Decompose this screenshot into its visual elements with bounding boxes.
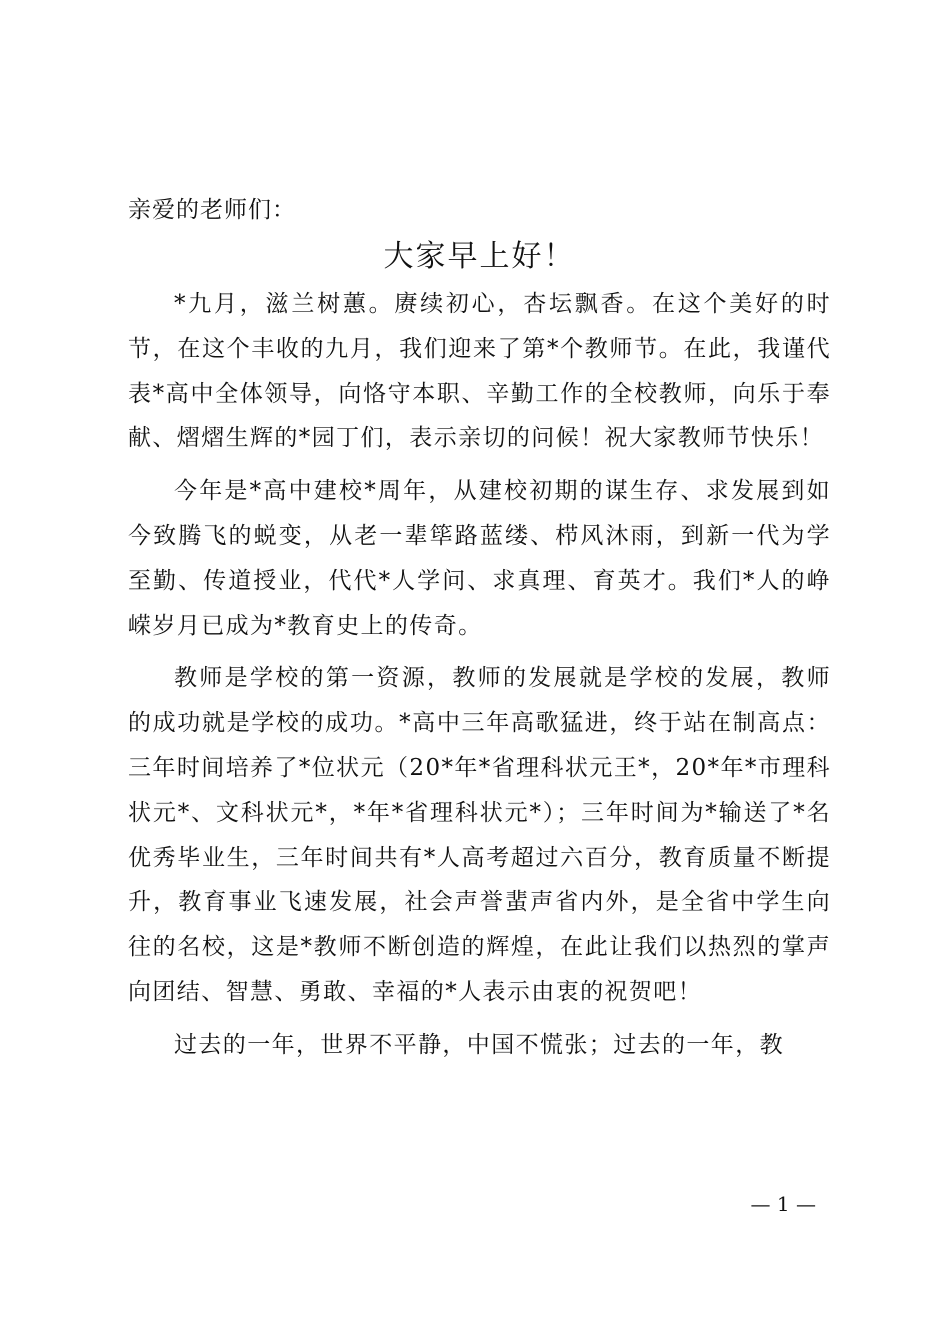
- paragraph-1: *九月，滋兰树蕙。赓续初心，杏坛飘香。在这个美好的时节，在这个丰收的九月，我们迎来了第*个教师节。在此，我谨代表*高中全体领导，向恪守本职、辛勤工作的全校教师，向乐于奉献、熠熠生辉的*园丁们，表示亲切的问候！祝大家教师节快乐！: [128, 291, 831, 452]
- salutation: 亲爱的老师们：: [128, 197, 296, 223]
- paragraph-4: 过去的一年，世界不平静，中国不慌张；过去的一年，教: [174, 1031, 784, 1058]
- greeting-heading: 大家早上好！: [383, 239, 576, 274]
- paragraph-2: 今年是*高中建校*周年，从建校初期的谋生存、求发展到如今致腾飞的蜕变，从老一辈筚路蓝缕、栉风沐雨，到新一代为学至勤、传道授业，代代*人学问、求真理、育英才。我们*人的峥嵘岁月已成为*教育史上的传奇。: [128, 478, 831, 639]
- page-number: — 1 —: [750, 1192, 816, 1216]
- paragraph-3: 教师是学校的第一资源，教师的发展就是学校的发展，教师的成功就是学校的成功。*高中三年高歌猛进，终于站在制高点：三年时间培养了*位状元（20*年*省理科状元王*，20*年*市理科状元*、文科状元*，*年*省理科状元*）；三年时间为*输送了*名优秀毕业生，三年时间共有*人高考超过六百分，教育质量不断提升，教育事业飞速发展，社会声誉蜚声省内外，是全省中学生向往的名校，这是*教师不断创造的辉煌，在此让我们以热烈的掌声向团结、智慧、勇敢、幸福的*人表示由衷的祝贺吧！: [128, 665, 831, 1005]
- document-body: [128, 188, 831, 1076]
